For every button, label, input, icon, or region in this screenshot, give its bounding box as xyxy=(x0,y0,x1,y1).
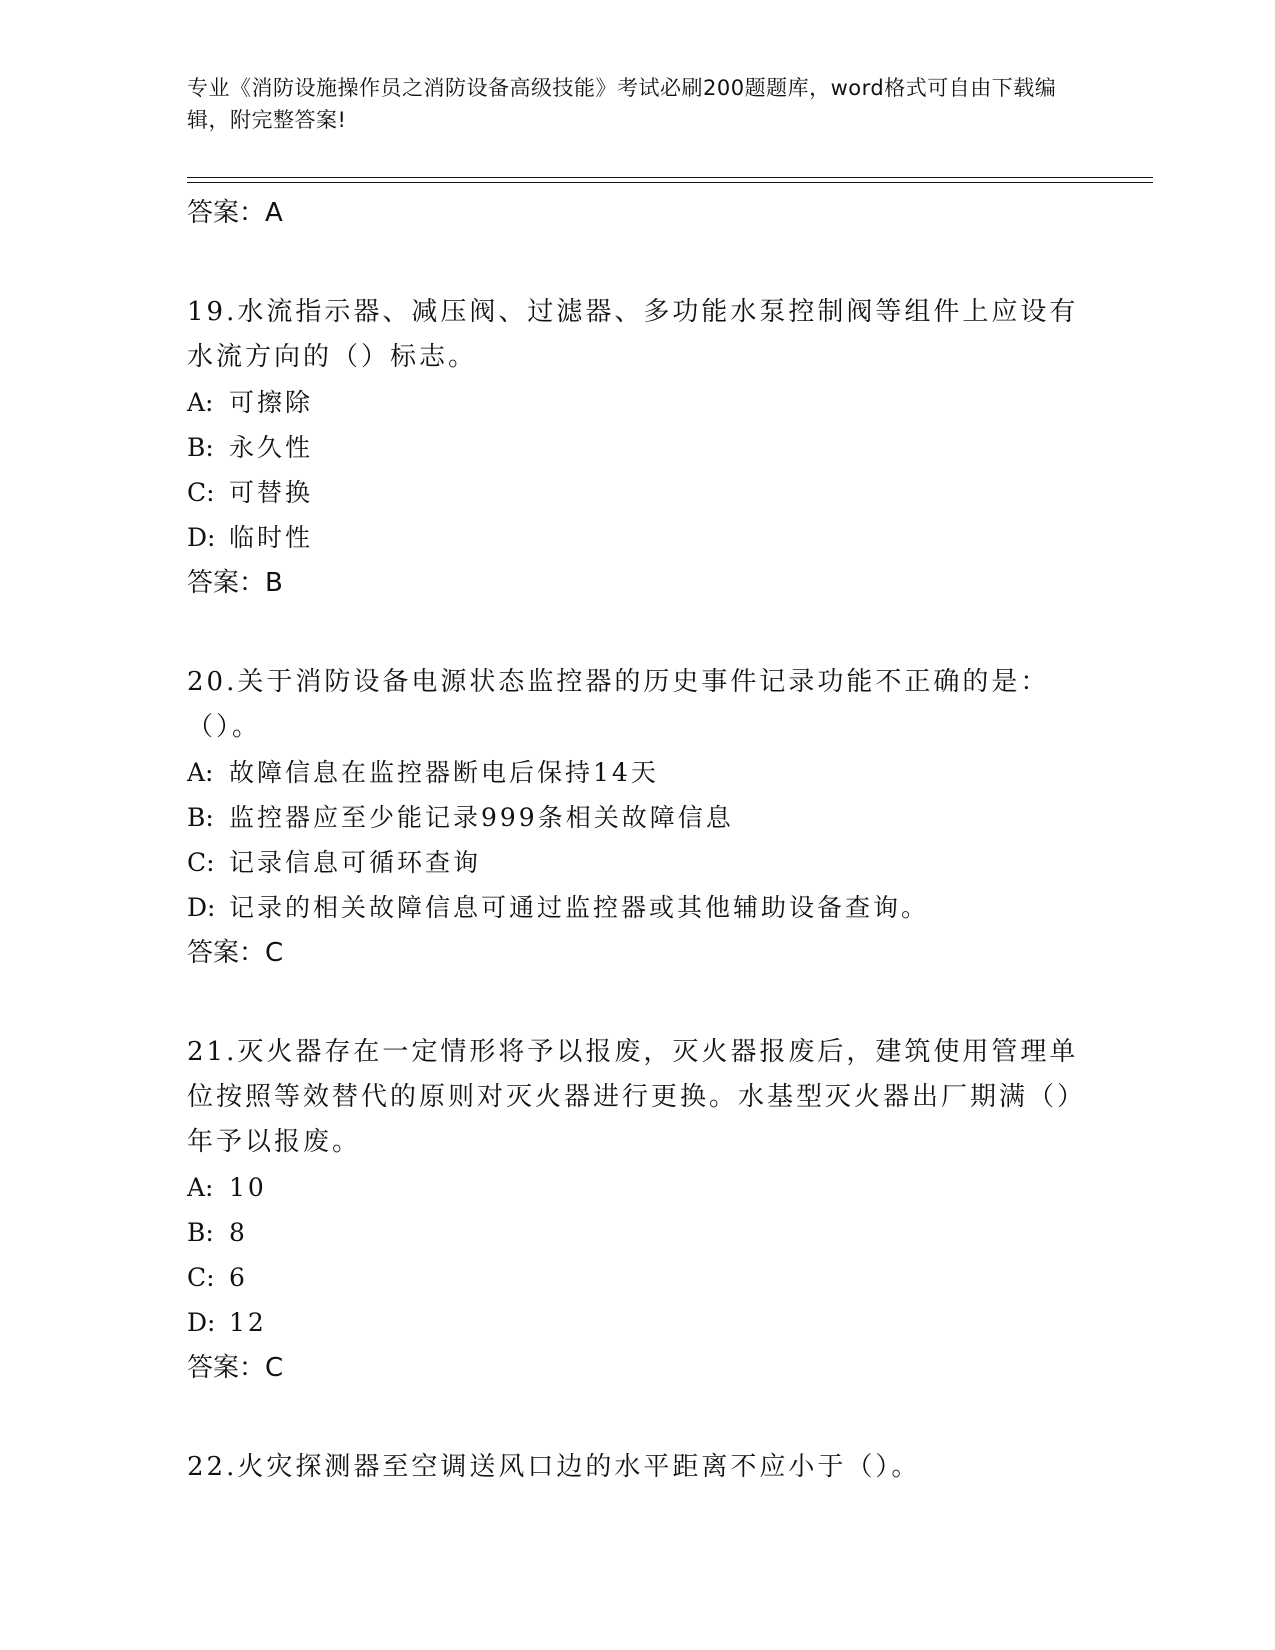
option-key: A: xyxy=(187,1173,214,1202)
option-key: A: xyxy=(187,758,214,787)
option-b xyxy=(187,795,1087,840)
option-key: D: xyxy=(187,523,216,552)
option-key: D: xyxy=(187,893,216,922)
option-b xyxy=(187,1210,1087,1255)
question-20 xyxy=(187,660,1087,968)
option-d xyxy=(187,515,1087,560)
answer-line: 答案：C xyxy=(187,938,284,968)
question-stem: 20.关于消防设备电源状态监控器的历史事件记录功能不正确的是：（）。 xyxy=(187,667,1050,742)
question-stem: 21.灭火器存在一定情形将予以报废，灭火器报废后，建筑使用管理单位按照等效替代的原则对灭火器进行更换。水基型灭火器出厂期满（）年予以报废。 xyxy=(187,1037,1087,1157)
option-text: 12 xyxy=(229,1308,267,1337)
option-text: 可擦除 xyxy=(229,388,314,417)
option-text: 记录的相关故障信息可通过监控器或其他辅助设备查询。 xyxy=(229,893,930,922)
option-text: 故障信息在监控器断电后保持14天 xyxy=(229,758,659,787)
question-21 xyxy=(187,1030,1087,1383)
option-key: B: xyxy=(187,1218,214,1247)
option-b xyxy=(187,425,1087,470)
document-header: 专业《消防设施操作员之消防设备高级技能》考试必刷200题题库，word格式可自由下载编辑，附完整答案! xyxy=(187,76,1057,132)
option-c xyxy=(187,840,1087,885)
option-text: 6 xyxy=(229,1263,248,1292)
option-c xyxy=(187,1255,1087,1300)
header-rule-bottom xyxy=(187,182,1153,183)
answer-line: 答案：A xyxy=(187,198,283,228)
option-c xyxy=(187,470,1087,515)
option-a xyxy=(187,750,1087,795)
question-22 xyxy=(187,1445,1087,1490)
option-key: B: xyxy=(187,433,214,462)
option-text: 临时性 xyxy=(229,523,314,552)
option-a xyxy=(187,380,1087,425)
option-key: C: xyxy=(187,478,215,507)
option-text: 8 xyxy=(229,1218,248,1247)
answer-line: 答案：C xyxy=(187,1353,284,1383)
document-body xyxy=(187,190,1087,1490)
header-rule-top xyxy=(187,177,1153,178)
question-stem: 19.水流指示器、减压阀、过滤器、多功能水泵控制阀等组件上应设有水流方向的（）标志。 xyxy=(187,297,1079,372)
option-text: 记录信息可循环查询 xyxy=(229,848,482,877)
option-d xyxy=(187,1300,1087,1345)
option-text: 永久性 xyxy=(229,433,314,462)
option-key: C: xyxy=(187,1263,215,1292)
option-key: B: xyxy=(187,803,214,832)
option-d xyxy=(187,885,1087,930)
option-key: A: xyxy=(187,388,214,417)
option-text: 10 xyxy=(229,1173,267,1202)
option-key: C: xyxy=(187,848,215,877)
option-key: D: xyxy=(187,1308,216,1337)
answer-line: 答案：B xyxy=(187,568,283,598)
question-19 xyxy=(187,290,1087,598)
option-text: 监控器应至少能记录999条相关故障信息 xyxy=(229,803,734,832)
question-stem: 22.火灾探测器至空调送风口边的水平距离不应小于（）。 xyxy=(187,1452,921,1482)
option-text: 可替换 xyxy=(229,478,314,507)
option-a xyxy=(187,1165,1087,1210)
